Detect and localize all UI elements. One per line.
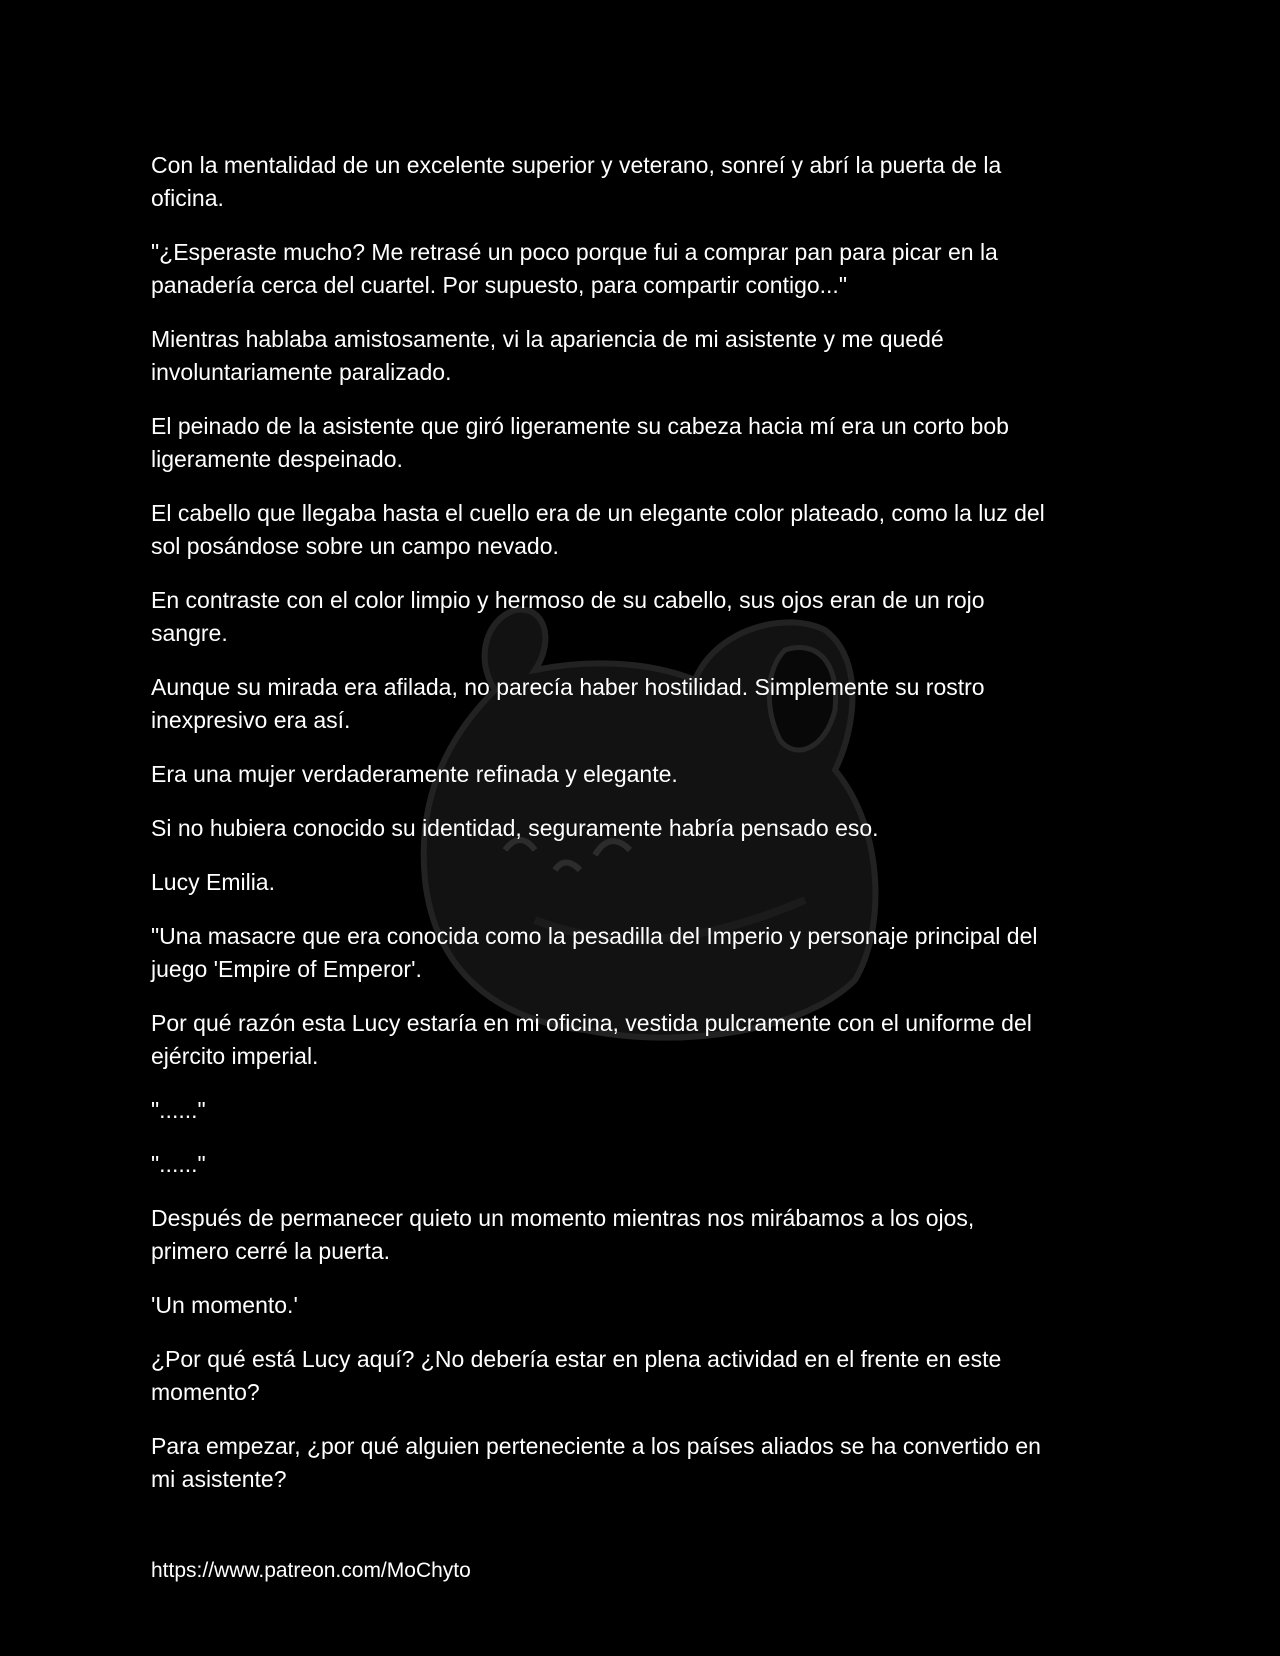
paragraph: "......" bbox=[151, 1097, 206, 1123]
paragraph: "¿Esperaste mucho? Me retrasé un poco porque fui a comprar pan para picar en la panadería cerca del cuartel. Por supuesto, para compartir contigo..." bbox=[151, 239, 998, 298]
paragraph: El peinado de la asistente que giró ligeramente su cabeza hacia mí era un corto bob ligeramente despeinado. bbox=[151, 413, 1009, 472]
paragraph: El cabello que llegaba hasta el cuello era de un elegante color plateado, como la luz del sol posándose sobre un campo nevado. bbox=[151, 500, 1045, 559]
paragraph: Si no hubiera conocido su identidad, seguramente habría pensado eso. bbox=[151, 815, 879, 841]
paragraph: ¿Por qué está Lucy aquí? ¿No debería estar en plena actividad en el frente en este momento? bbox=[151, 1346, 1002, 1405]
paragraph: Era una mujer verdaderamente refinada y elegante. bbox=[151, 761, 678, 787]
paragraph: Para empezar, ¿por qué alguien perteneciente a los países aliados se ha convertido en mi asistente? bbox=[151, 1433, 1041, 1492]
paragraph: Después de permanecer quieto un momento mientras nos mirábamos a los ojos, primero cerré la puerta. bbox=[151, 1205, 975, 1264]
paragraph: "Una masacre que era conocida como la pesadilla del Imperio y personaje principal del juego 'Empire of Emperor'. bbox=[151, 923, 1038, 982]
paragraph: Mientras hablaba amistosamente, vi la apariencia de mi asistente y me quedé involuntariamente paralizado. bbox=[151, 326, 944, 385]
paragraph: Por qué razón esta Lucy estaría en mi oficina, vestida pulcramente con el uniforme del ejército imperial. bbox=[151, 1010, 1032, 1069]
paragraph: Aunque su mirada era afilada, no parecía haber hostilidad. Simplemente su rostro inexpresivo era así. bbox=[151, 674, 985, 733]
paragraph: 'Un momento.' bbox=[151, 1292, 298, 1318]
paragraph: Lucy Emilia. bbox=[151, 869, 275, 895]
paragraph: En contraste con el color limpio y hermoso de su cabello, sus ojos eran de un rojo sangre. bbox=[151, 587, 985, 646]
paragraph: Con la mentalidad de un excelente superior y veterano, sonreí y abrí la puerta de la oficina. bbox=[151, 152, 1002, 211]
patreon-link[interactable]: https://www.patreon.com/MoChyto bbox=[151, 1559, 471, 1582]
document-body bbox=[151, 149, 1191, 1587]
paragraph: "......" bbox=[151, 1151, 206, 1177]
